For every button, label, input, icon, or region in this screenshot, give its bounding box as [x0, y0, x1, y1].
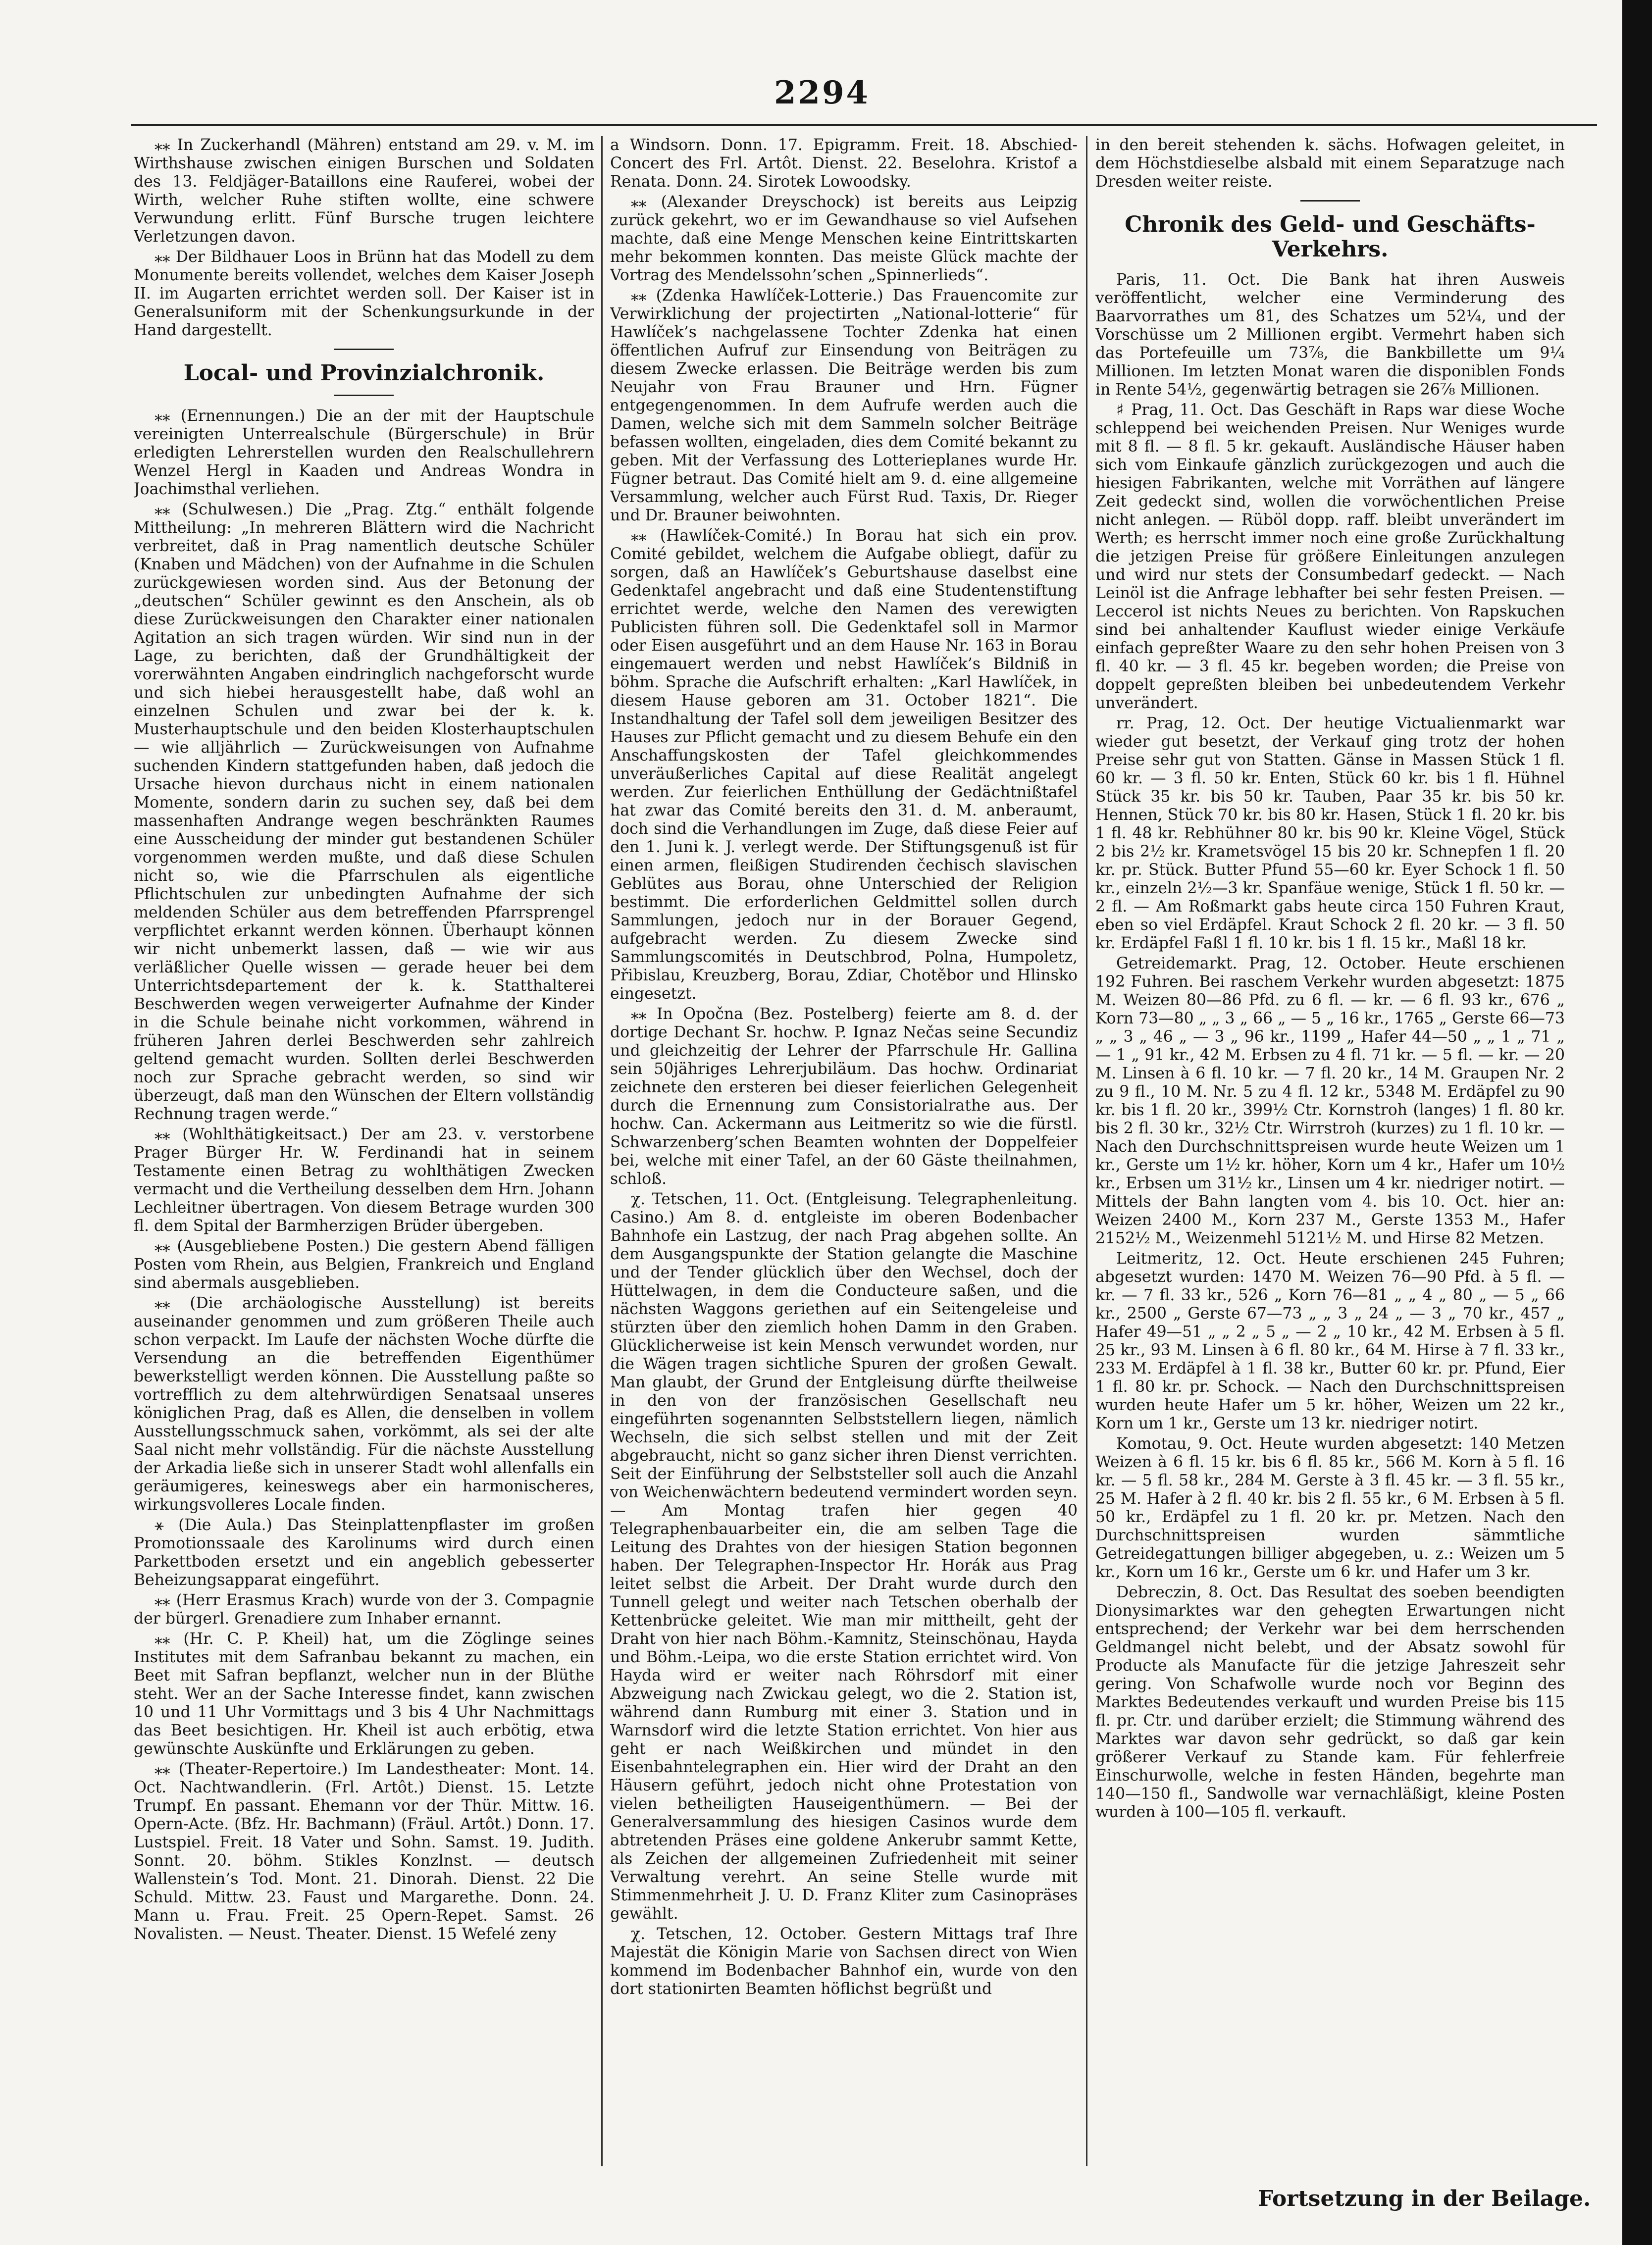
article-schulwesen: ⁎⁎ (Schulwesen.) Die „Prag. Ztg.“ enthält folgende Mittheilung: „In mehreren Blättern wird die Nachricht verbreitet, daß in Prag namentlich deutsche Schüler (Knaben und Mädchen) von der Aufnahme in die Schulen zurückgewiesen worden sind. Aus der Betonung der „deutschen“ Schüler gewinnt es den Anschein, als ob diese Zurückweisungen den Charakter einer nationalen Agitation an sich tragen würden. Wir sind nun in der Lage, zu berichten, daß der Grundhältigkeit der vorerwähnten Angaben eindringlich nachgeforscht wurde und sich hiebei herausgestellt habe, daß wohl an einzelnen Schulen und zwar bei der k. k. Musterhauptschule und den beiden Klosterhauptschulen — wie alljährlich — Zurückweisungen von Aufnahme suchenden Kindern stattgefunden haben, daß jedoch die Ursache hievon durchaus nicht in einem nationalen Momente, sondern darin zu suchen sey, daß bei dem massenhaften Andrange wegen beschränkten Raumes eine Ausscheidung der minder gut bestandenen Schüler vorgenommen werden mußte, und daß diese Schulen nicht so, wie die Pfarrschulen als eigentliche Pflichtschulen zur unbedingten Aufnahme der sich meldenden Schüler aus dem betreffenden Pfarrsprengel verpflichtet erkannt werden können. Überhaupt können wir nicht unbemerkt lassen, daß — wie wir aus verläßlicher Quelle wissen — gerade heuer bei dem Unterrichtsdepartement der k. k. Statthalterei Beschwerden wegen verweigerter Aufnahme der Kinder in die Schule beinahe nicht vorkommen, während in früheren Jahren derlei Beschwerden sehr zahlreich geltend gemacht wurden. Sollten derlei Beschwerden noch zur Sprache gebracht werden, so sind wir überzeugt, daß man den Wünschen der Eltern vollständig Rechnung tragen werde.“	[134, 501, 594, 1123]
article-dreyschock: ⁎⁎ (Alexander Dreyschock) ist bereits aus Leipzig zurück gekehrt, wo er im Gewandhause so viel Aufsehen machte, daß eine Menge Menschen keine Eintrittskarten mehr bekommen konnten. Das meiste Glück machte der Vortrag des Mendelssohn’schen „Spinnerlieds“.	[610, 193, 1078, 284]
article-opocna: ⁎⁎ In Opočna (Bez. Postelberg) feierte am 8. d. der dortige Dechant Sr. hochw. P. Ignaz Nečas seine Secundiz und gleichzeitig der Lehrer der Pfarrschule Hr. Gallina sein 50jähriges Lehrerjubiläum. Das hochw. Ordinariat zeichnete den ersteren bei dieser feierlichen Gelegenheit durch die Ernennung zum Consistorialrathe aus. Der hochw. Can. Ackermann aus Leitmeritz so wie die fürstl. Schwarzenberg’schen Beamten wohnten der Doppelfeier bei, welche mit einer Tafel, an der 60 Gäste theilnahmen, schloß.	[610, 1005, 1078, 1188]
column-rule	[601, 136, 603, 2166]
column-1	[134, 136, 594, 2186]
scan-edge	[1622, 0, 1652, 2245]
article-theater: ⁎⁎ (Theater-Repertoire.) Im Landestheater: Mont. 14. Oct. Nachtwandlerin. (Frl. Artôt.) Dienst. 15. Letzte Trumpf. En passant. Ehemann vor der Thür. Mittw. 16. Opern-Acte. (Bfz. Hr. Bachmann) (Fräul. Artôt.) Donn. 17. Lustspiel. Freit. 18 Vater und Sohn. Samst. 19. Judith. Sonnt. 20. böhm. Stikles Konzlnst. — deutsch Wallenstein’s Tod. Mont. 21. Dinorah. Dienst. 22 Die Schuld. Mittw. 23. Faust und Margarethe. Donn. 24. Mann u. Frau. Freit. 25 Opern-Repet. Samst. 26 Novalisten. — Neust. Theater. Dienst. 15 Wefelé zeny	[134, 1760, 594, 1943]
column-3	[1095, 136, 1565, 2186]
article-ausstellung: ⁎⁎ (Die archäologische Ausstellung) ist bereits auseinander genommen und zum größeren Theile auch schon verpackt. Im Laufe der nächsten Woche dürfte die Versendung an die betreffenden Eigenthümer bewerkstelligt werden können. Die Ausstellung paßte so vortrefflich zu dem altehrwürdigen Senatsaal unseres königlichen Prag, daß es Allen, die denselben in vollem Ausstellungsschmuck sahen, vorkömmt, als sei der alte Saal nicht mehr vollständig. Für die nächste Ausstellung der Arkadia ließe sich in unserer Stadt wohl allenfalls ein geräumigeres, keineswegs aber ein harmonischeres, wirkungsvolleres Locale finden.	[134, 1294, 594, 1514]
page-number: 2294	[774, 74, 871, 111]
article-leitmeritz: Leitmeritz, 12. Oct. Heute erschienen 245 Fuhren; abgesetzt wurden: 1470 M. Weizen 76—90 Pfd. à 5 fl. — kr. — 7 fl. 33 kr., 526 „ Korn 76—81 „ „ 4 „ 80 „ — 5 „ 66 kr., 2500 „ Gerste 67—73 „ „ 3 „ 24 „ — 3 „ 70 kr., 457 „ Hafer 49—51 „ „ 2 „ 5 „ — 2 „ 10 kr., 42 M. Erbsen à 5 fl. 25 kr., 93 M. Linsen à 6 fl. 80 kr., 64 M. Hirse à 7 fl. 33 kr., 233 M. Erdäpfel à 1 fl. 38 kr., Butter 60 kr. pr. Pfund, Eier 1 fl. 80 kr. pr. Schock. — Nach den Durchschnittspreisen wurden heute Hafer um 5 kr. höher, Weizen um 22 kr., Korn um 1 kr., Gerste um 13 kr. niedriger notirt.	[1095, 1250, 1565, 1432]
article-paris: Paris, 11. Oct. Die Bank hat ihren Ausweis veröffentlicht, welcher eine Verminderung des Baarvorrathes um 81, des Schatzes um 52¼, und der Vorschüsse um 2 Millionen ergibt. Vermehrt haben sich das Portefeuille um 73⅞, die Bankbillette um 9¼ Millionen. Im letzten Monat waren die disponiblen Fonds in Rente 54½, gegenwärtig betragen sie 26⅞ Millionen.	[1095, 271, 1565, 399]
article-debreczin: Debreczin, 8. Oct. Das Resultat des soeben beendigten Dionysimarktes war den gehegten Erwartungen nicht entsprechend; der Verkehr war bei dem herrschenden Geldmangel nicht belebt, und der Absatz sowohl für Producte als Manufacte für die jetzige Jahreszeit sehr gering. Von Schafwolle wurde noch vor Beginn des Marktes Bedeutendes verkauft und wurden Preise bis 115 fl. pr. Ctr. und darüber erzielt; die Stimmung während des Marktes war davon sehr gedrückt, so daß gar kein größerer Verkauf zu Stande kam. Für fehlerfreie Einschurwolle, welche in festen Händen, begehrte man 140—150 fl., Sandwolle war vernachläßigt, kleine Posten wurden à 100—105 fl. verkauft.	[1095, 1583, 1565, 1821]
article-prag-raps: ♯ Prag, 11. Oct. Das Geschäft in Raps war diese Woche schleppend bei weichenden Preisen. Nur Weniges wurde mit 8 fl. — 8 fl. 5 kr. gekauft. Ausländische Häuser haben sich vom Einkaufe gänzlich zurückgezogen und auch die hiesigen Fabrikanten, welche mit Vorräthen auf längere Zeit gedeckt sind, wollen die vorwöchentlichen Preise nicht anlegen. — Rüböl dopp. raff. bleibt unverändert im Werth; es herrscht immer noch eine große Zurückhaltung die jetzigen Preise für größere Einleitungen anzulegen und wird nur stets der Consumbedarf gedeckt. — Nach Leinöl ist die Anfrage lebhafter bei sehr festen Preisen. — Leccerol ist nichts Neues zu berichten. Von Rapskuchen sind bei anhaltender Kauflust wieder einige Verkäufe einfach gepreßter Waare zu den sehr hohen Preisen von 3 fl. 40 kr. — 3 fl. 45 kr. begeben worden; die Preise von doppelt gepreßten bleiben bei unbedeutendem Verkehr unverändert.	[1095, 401, 1565, 712]
section-divider	[334, 395, 394, 396]
article-bildhauer-loos: ⁎⁎ Der Bildhauer Loos in Brünn hat das Modell zu dem Monumente bereits vollendet, welches dem Kaiser Joseph II. im Augarten errichtet werden soll. Der Kaiser ist in Generalsuniform mit der Schenkungsurkunde in der Hand dargestellt.	[134, 248, 594, 339]
article-krach: ⁎⁎ (Herr Erasmus Krach) wurde von der 3. Compagnie der bürgerl. Grenadiere zum Inhaber ernannt.	[134, 1591, 594, 1628]
article-aula: ⚹ (Die Aula.) Das Steinplattenpflaster im großen Promotionssaale des Karolinums wird durch einen Parkettboden ersetzt und ein angeblich gebesserter Beheizungsapparat eingeführt.	[134, 1516, 594, 1589]
header-rule	[131, 124, 1597, 126]
article-zdenka-lotterie: ⁎⁎ (Zdenka Hawlíček-Lotterie.) Das Frauencomite zur Verwirklichung der projectirten „National-lotterie“ für Hawlíček’s nachgelassene Tochter Zdenka hat einen öffentlichen Aufruf zur Einsendung von Beiträgen zu diesem Zwecke erlassen. Die Beiträge werden bis zum Neujahr von Frau Brauner und Hrn. Fügner entgegengenommen. In dem Aufrufe werden auch die Damen, welche sich mit dem Sammeln solcher Beiträge befassen wollten, eingeladen, dies dem Comité bekannt zu geben. Mit der Verfassung des Lotterieplanes wurde Hr. Fügner betraut. Das Comité hielt am 9. d. eine allgemeine Versammlung, welcher auch Fürst Rud. Taxis, Dr. Rieger und Dr. Brauner beiwohnten.	[610, 287, 1078, 524]
article-getreidemarkt: Getreidemarkt. Prag, 12. October. Heute erschienen 192 Fuhren. Bei raschem Verkehr wurden abgesetzt: 1875 M. Weizen 80—86 Pfd. zu 6 fl. — kr. — 6 fl. 93 kr., 676 „ Korn 73—80 „ „ 3 „ 66 „ — 5 „ 16 kr., 1765 „ Gerste 66—73 „ „ 3 „ 46 „ — 3 „ 96 kr., 1199 „ Hafer 44—50 „ „ 1 „ 71 „ — 1 „ 91 kr., 42 M. Erbsen zu 4 fl. 71 kr. — 5 fl. — kr. — 20 M. Linsen à 6 fl. 10 kr. — 7 fl. 20 kr., 14 M. Graupen Nr. 2 zu 9 fl., 10 M. Nr. 5 zu 4 fl. 12 kr., 5348 M. Erdäpfel zu 90 kr. bis 1 fl. 20 kr., 399½ Ctr. Kornstroh (langes) 1 fl. 80 kr. bis 2 fl. 30 kr., 32½ Ctr. Wirrstroh (kurzes) zu 1 fl. 10 kr. — Nach den Durchschnittspreisen wurde heute Weizen um 1 kr., Gerste um 1½ kr. höher, Korn um 4 kr., Hafer um 10½ kr., Erbsen um 31½ kr., Linsen um 4 kr. niedriger notirt. — Mittels der Bahn langten vom 4. bis 10. Oct. hier an: Weizen 2400 M., Korn 237 M., Gerste 1353 M., Hafer 2152½ M., Weizenmehl 5121½ M. und Hirse 82 Metzen.	[1095, 955, 1565, 1247]
article-zuckerhandl: ⁎⁎ In Zuckerhandl (Mähren) entstand am 29. v. M. im Wirthshause zwischen einigen Burschen und Soldaten des 13. Feldjäger-Bataillons eine Rauferei, wobei der Wirth, welcher Ruhe stiften wollte, eine schwere Verwundung erlitt. Fünf Bursche trugen leichtere Verletzungen davon.	[134, 136, 594, 246]
article-theater-cont: a Windsorn. Donn. 17. Epigramm. Freit. 18. Abschied-Concert des Frl. Artôt. Dienst. 22. Beselohra. Kristof a Renata. Donn. 24. Sirotek Lowoodsky.	[610, 136, 1078, 191]
article-hawlicek-comite: ⁎⁎ (Hawlíček-Comité.) In Borau hat sich ein prov. Comité gebildet, welchem die Aufgabe obliegt, dafür zu sorgen, daß an Hawlíček’s Geburtshause daselbst eine Gedenktafel angebracht und daß eine Studentenstiftung errichtet werde, welche den Namen des verewigten Publicisten führen soll. Die Gedenktafel soll in Marmor oder Eisen ausgeführt und an dem Hause Nr. 163 in Borau eingemauert werden und nebst Hawlíček’s Bildniß in böhm. Sprache die Aufschrift erhalten: „Karl Hawlíček, in diesem Hause geboren am 31. October 1821“. Die Instandhaltung der Tafel soll dem jeweiligen Besitzer des Hauses zur Pflicht gemacht und zu diesem Behufe ein den Anschaffungskosten der Tafel gleichkommendes unveräußerliches Capital auf diese Realität angelegt werden. Zur feierlichen Enthüllung der Gedächtnißtafel hat zwar das Comité bereits den 31. d. M. anberaumt, doch sind die Verhandlungen im Zuge, daß diese Feier auf den 1. Juni k. J. verlegt werde. Der Stiftungsgenuß ist für einen armen, fleißigen Studirenden čechisch slavischen Geblütes aus Borau, ohne Unterschied der Religion bestimmt. Die erforderlichen Geldmittel sollen durch Sammlungen, jedoch nur in der Borauer Gegend, aufgebracht werden. Zu diesem Zwecke sind Sammlungscomités in Deutschbrod, Polna, Humpoletz, Přibislau, Kreuzberg, Borau, Zdiar, Chotěbor und Hlinsko eingesetzt.	[610, 527, 1078, 1003]
article-komotau: Komotau, 9. Oct. Heute wurden abgesetzt: 140 Metzen Weizen à 6 fl. 15 kr. bis 6 fl. 85 kr., 566 M. Korn à 5 fl. 16 kr. — 5 fl. 58 kr., 284 M. Gerste à 3 fl. 45 kr. — 3 fl. 55 kr., 25 M. Hafer à 2 fl. 40 kr. bis 2 fl. 55 kr., 6 M. Erbsen à 5 fl. 50 kr., Erdäpfel zu 1 fl. 20 kr. pr. Metzen. Nach den Durchschnittspreisen wurden sämmtliche Getreidegattungen billiger abgegeben, u. z.: Weizen um 5 kr., Korn um 16 kr., Gerste um 6 kr. und Hafer um 3 kr.	[1095, 1435, 1565, 1581]
column-rule	[1086, 136, 1087, 2166]
section-divider	[1300, 200, 1360, 202]
article-posten: ⁎⁎ (Ausgebliebene Posten.) Die gestern Abend fälligen Posten vom Rhein, aus Belgien, Frankreich und England sind abermals ausgeblieben.	[134, 1237, 594, 1292]
continued-note: Fortsetzung in der Beilage.	[1258, 2186, 1591, 2211]
article-wohlthaetigkeit: ⁎⁎ (Wohlthätigkeitsact.) Der am 23. v. verstorbene Prager Bürger Hr. W. Ferdinandi hat in seinem Testamente einen Betrag zu wohlthätigen Zwecken vermacht und die Vertheilung desselben dem Hrn. Johann Lechleitner übertragen. Von diesem Betrage wurden 300 fl. dem Spital der Barmherzigen Brüder übergeben.	[134, 1125, 594, 1235]
article-kheil: ⁎⁎ (Hr. C. P. Kheil) hat, um die Zöglinge seines Institutes mit dem Safranbau bekannt zu machen, ein Beet mit Safran bepflanzt, welcher nun in der Blüthe steht. Wer an der Sache Interesse findet, kann zwischen 10 und 11 Uhr Vormittags und 3 bis 4 Uhr Nachmittags das Beet besichtigen. Hr. Kheil ist auch erbötig, etwa gewünschte Auskünfte und Erklärungen zu geben.	[134, 1630, 594, 1758]
column-2	[610, 136, 1078, 2186]
article-tetschen-11: χ. Tetschen, 11. Oct. (Entgleisung. Telegraphenleitung. Casino.) Am 8. d. entgleiste im oberen Bodenbacher Bahnhofe ein Lastzug, der nach Prag abgehen sollte. An dem Ausgangspunkte der Station gelangte die Maschine und der Tender glücklich über den Wechsel, doch der Hüttelwagen, in dem die Conducteure saßen, und die nächsten Waggons geriethen auf ein Seitengeleise und stürzten über den ziemlich hohen Damm in den Graben. Glücklicherweise ist kein Mensch verwundet worden, nur die Wägen tragen sichtliche Spuren der großen Gewalt. Man glaubt, der Grund der Entgleisung dürfte theilweise in den von der französischen Gesellschaft neu eingeführten sogenannten Selbststellern liegen, nämlich Wechseln, die sich selbst stellen und mit der Zeit abgebraucht, nicht so ganz sicher ihren Dienst verrichten. Seit der Einführung der Selbststeller soll auch die Anzahl von Weichenwächtern bedeutend vermindert worden seyn. — Am Montag trafen hier gegen 40 Telegraphenbauarbeiter ein, die am selben Tage die Leitung des Drahtes von der hiesigen Station begonnen haben. Der Telegraphen-Inspector Hr. Horák aus Prag leitet selbst die Arbeit. Der Draht wurde durch den Tunnell gelegt und weiter nach Tetschen oberhalb der Kettenbrücke geleitet. Wie man mir mittheilt, geht der Draht von hier nach Böhm.-Kamnitz, Steinschönau, Hayda und Böhm.-Leipa, wo die erste Station errichtet wird. Von Hayda wird er weiter nach Röhrsdorf mit einer Abzweigung nach Zwickau gelegt, wo die 2. Station ist, während dann Rumburg mit einer 3. Station und in Warnsdorf wird die letzte Station errichtet. Von hier aus geht er nach Weißkirchen und mündet in den Eisenbahntelegraphen ein. Hier wird der Draht an den Häusern geführt, jedoch nicht ohne Protestation von vielen betheiligten Hauseigenthümern. — Bei der Generalversammlung des hiesigen Casinos wurde dem abtretenden Präses eine goldene Ankerubr sammt Kette, als Zeichen der allgemeinen Zufriedenheit mit seiner Verwaltung verehrt. An seine Stelle wurde mit Stimmenmehrheit J. U. D. Franz Kliter zum Casinopräses gewählt.	[610, 1190, 1078, 1923]
article-ernennungen: ⁎⁎ (Ernennungen.) Die an der mit der Hauptschule vereinigten Unterrealschule (Bürgerschule) in Brür erledigten Lehrerstellen wurden den Realschullehrern Wenzel Hergl in Kaaden und Andreas Wondra in Joachimsthal verliehen.	[134, 407, 594, 498]
article-prag-victualien: rr. Prag, 12. Oct. Der heutige Victualienmarkt war wieder gut besetzt, der Verkauf ging trotz der hohen Preise sehr gut von Statten. Gänse in Massen Stück 1 fl. 60 kr. — 3 fl. 50 kr. Enten, Stück 60 kr. bis 1 fl. Hühnel Stück 35 kr. bis 50 kr. Tauben, Paar 35 kr. bis 50 kr. Hennen, Stück 70 kr. bis 80 kr. Hasen, Stück 1 fl. 20 kr. bis 1 fl. 48 kr. Rebhühner 80 kr. bis 90 kr. Kleine Vögel, Stück 2 bis 2½ kr. Krametsvögel 15 bis 20 kr. Schnepfen 1 fl. 20 kr. pr. Stück. Butter Pfund 55—60 kr. Eyer Schock 1 fl. 50 kr., einzeln 2½—3 kr. Spanfäue wenige, Stück 1 fl. 50 kr. — 2 fl. — Am Roßmarkt gabs heute circa 150 Fuhren Kraut, eben so viel Erdäpfel. Kraut Schock 2 fl. 20 kr. — 3 fl. 50 kr. Erdäpfel Faßl 1 fl. 10 kr. bis 1 fl. 15 kr., Maßl 18 kr.	[1095, 714, 1565, 952]
article-tetschen-cont: in den bereit stehenden k. sächs. Hofwagen geleitet, in dem Höchstdieselbe alsbald mit einem Separatzuge nach Dresden weiter reiste.	[1095, 136, 1565, 191]
section-heading-geld: Chronik des Geld- und Geschäfts-Verkehrs.	[1125, 212, 1536, 262]
section-divider	[334, 349, 394, 350]
section-heading-local: Local- und Provinzialchronik.	[183, 360, 545, 386]
article-tetschen-12: χ. Tetschen, 12. October. Gestern Mittags traf Ihre Majestät die Königin Marie von Sachsen direct von Wien kommend im Bodenbacher Bahnhof ein, wurde von den dort stationirten Beamten höflichst begrüßt und	[610, 1925, 1078, 1998]
